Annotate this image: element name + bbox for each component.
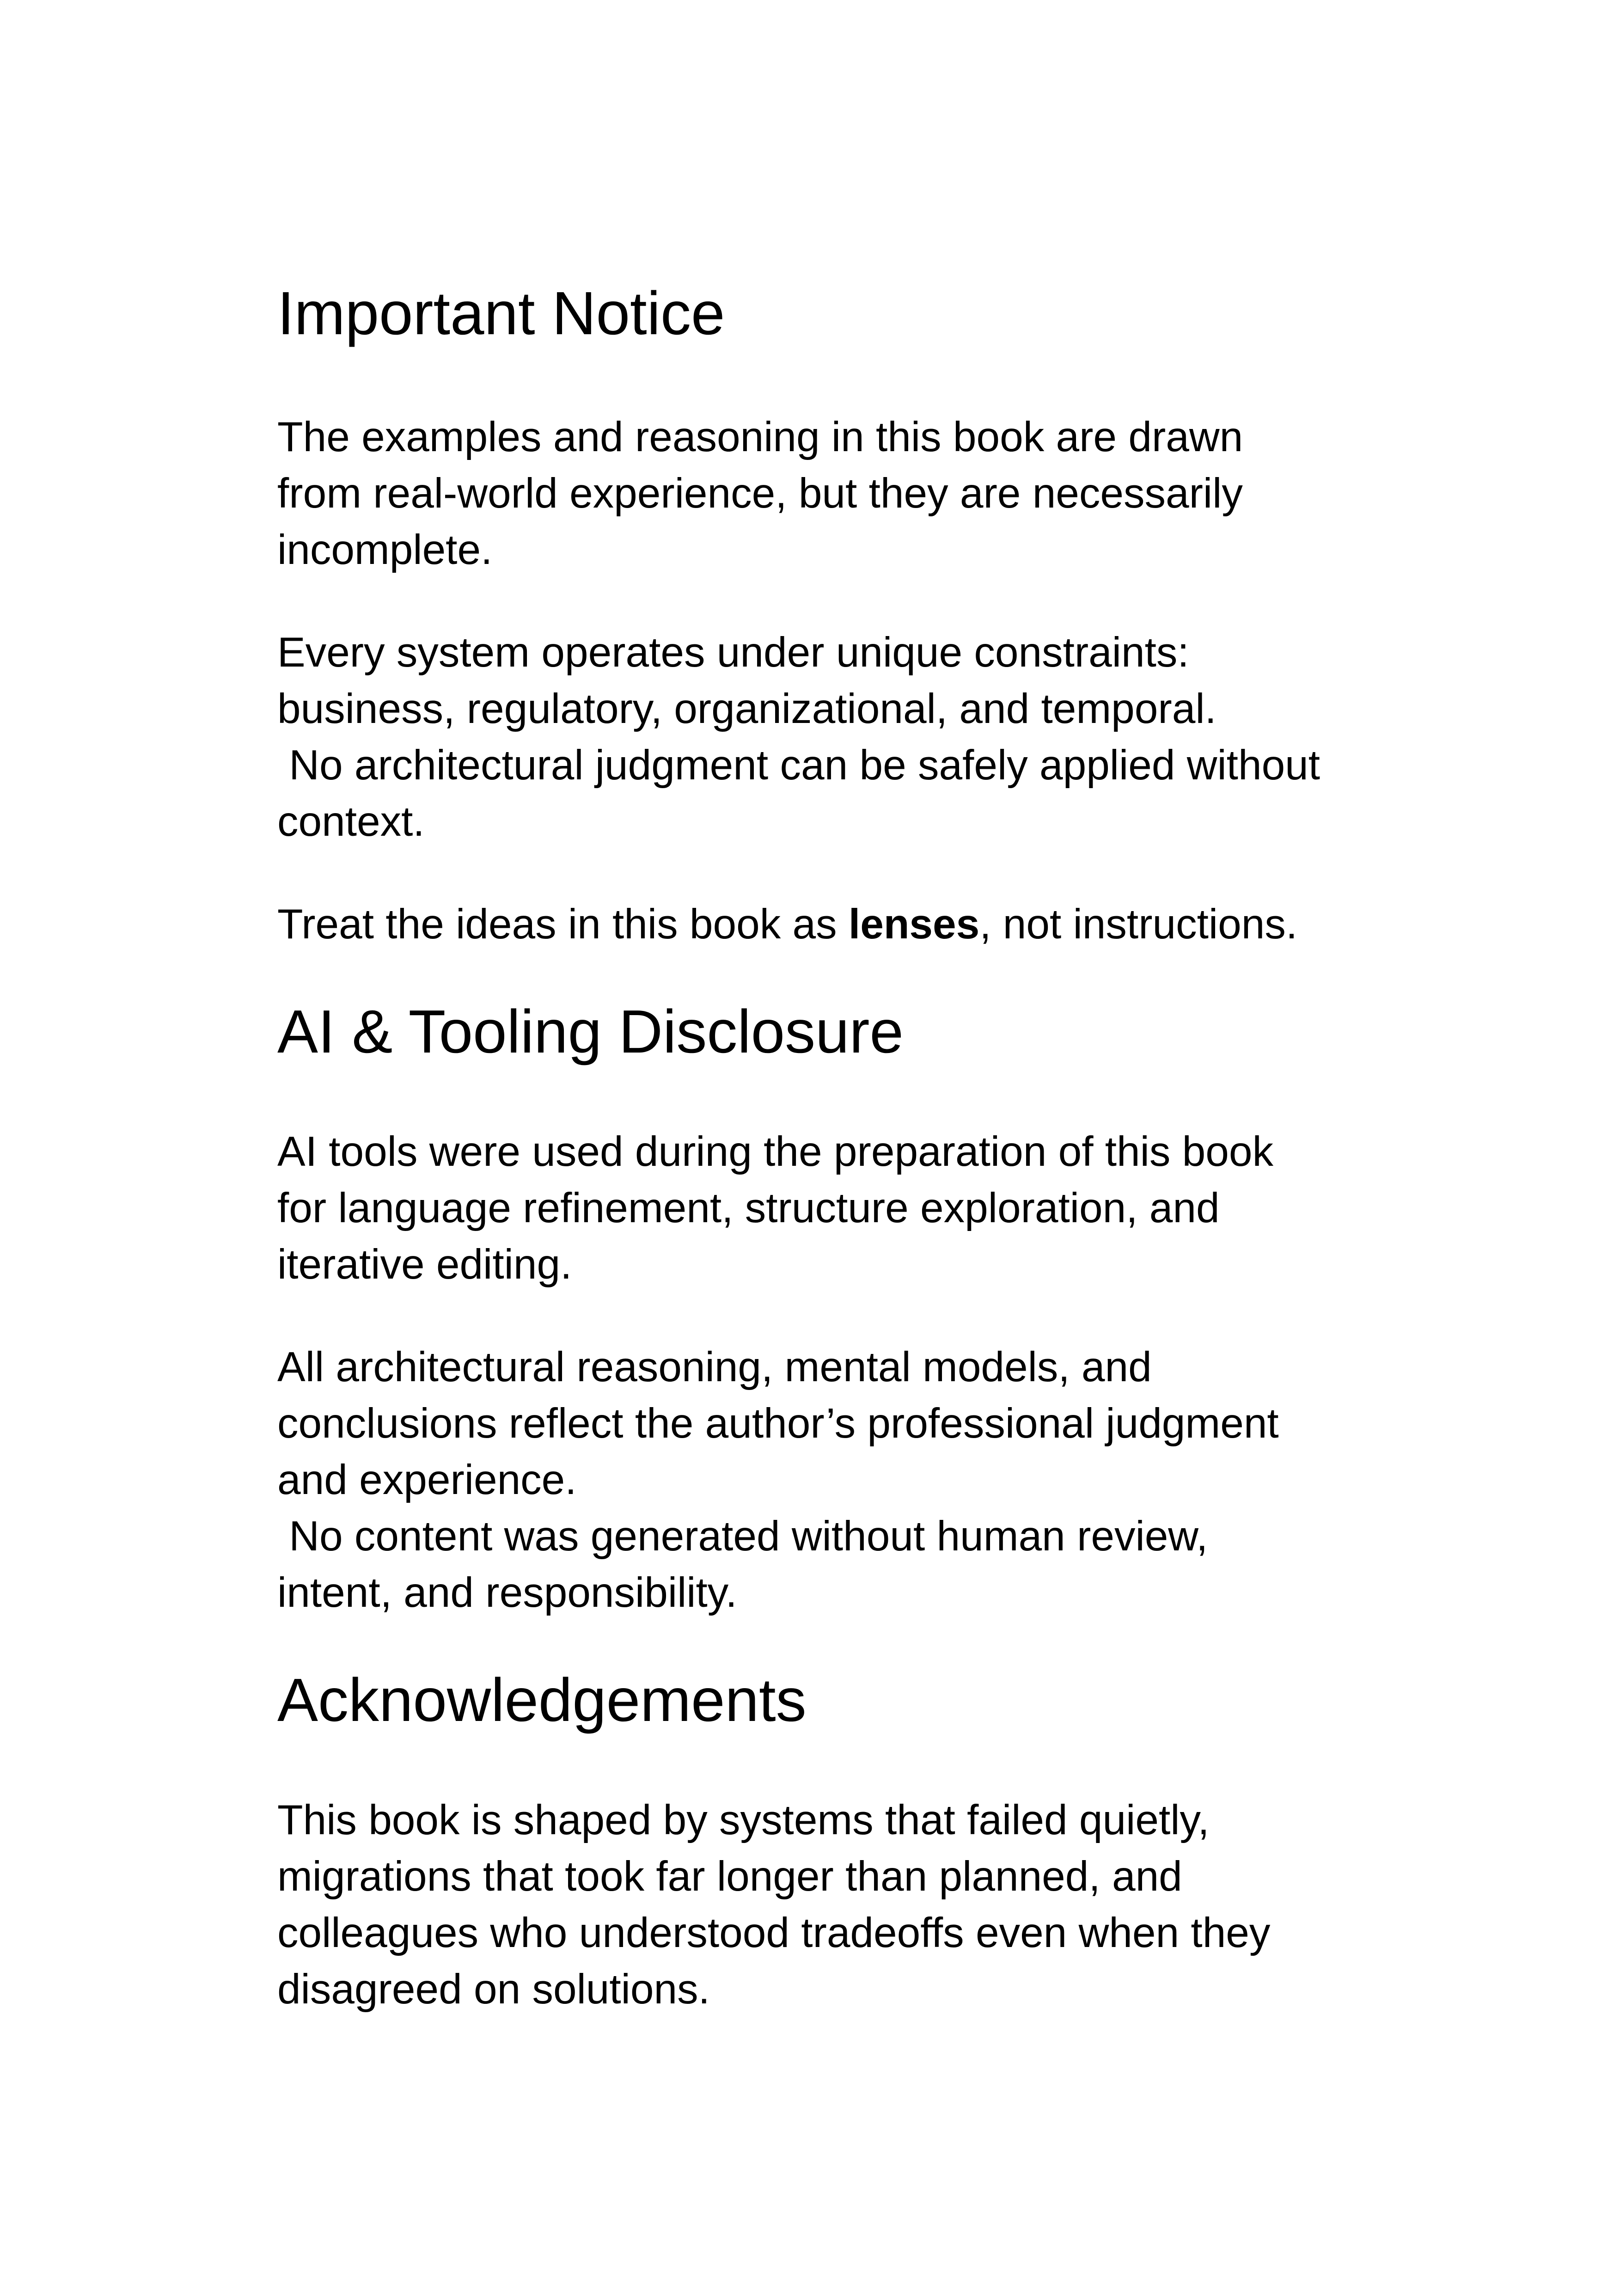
paragraph-line [277, 742, 1321, 789]
paragraph-lead-text: Treat the ideas in this book as [277, 901, 849, 948]
paragraph-line: Every system operates under unique constraints: [277, 629, 1189, 676]
paragraph-line: colleagues who understood tradeoffs even when they [277, 1910, 1271, 1956]
paragraph-line: and experience. [277, 1457, 577, 1503]
paragraph-tail-text: , not instructions. [979, 901, 1298, 948]
paragraph-line: This book is shaped by systems that failed quietly, [277, 1797, 1210, 1843]
heading-important-notice: Important Notice [277, 279, 725, 347]
emphasis-text: lenses [848, 901, 980, 948]
paragraph-line: The examples and reasoning in this book are drawn [277, 414, 1243, 460]
paragraph-line: incomplete. [277, 527, 493, 573]
paragraph-line: business, regulatory, organizational, and temporal. [277, 686, 1217, 732]
paragraph-line: from real-world experience, but they are necessarily [277, 470, 1243, 517]
paragraph-line: iterative editing. [277, 1241, 572, 1288]
heading-acknowledgements: Acknowledgements [277, 1666, 807, 1734]
paragraph-line [277, 901, 1298, 948]
paragraph-line: for language refinement, structure exploration, and [277, 1185, 1220, 1231]
paragraph-line: disagreed on solutions. [277, 1966, 710, 2013]
paragraph-line: AI tools were used during the preparation of this book [277, 1128, 1273, 1175]
paragraph-line: conclusions reflect the author’s professional judgment [277, 1400, 1279, 1447]
indented-text: No architectural judgment can be safely applied without [277, 742, 1321, 789]
indented-text: No content was generated without human review, [277, 1513, 1208, 1560]
paragraph-line: migrations that took far longer than planned, and [277, 1853, 1182, 1900]
paragraph-line: All architectural reasoning, mental models, and [277, 1344, 1152, 1390]
paragraph-line [277, 1513, 1208, 1560]
paragraph-line: context. [277, 798, 425, 845]
heading-ai-tooling-disclosure: AI & Tooling Disclosure [277, 998, 904, 1065]
paragraph-line: intent, and responsibility. [277, 1569, 737, 1616]
